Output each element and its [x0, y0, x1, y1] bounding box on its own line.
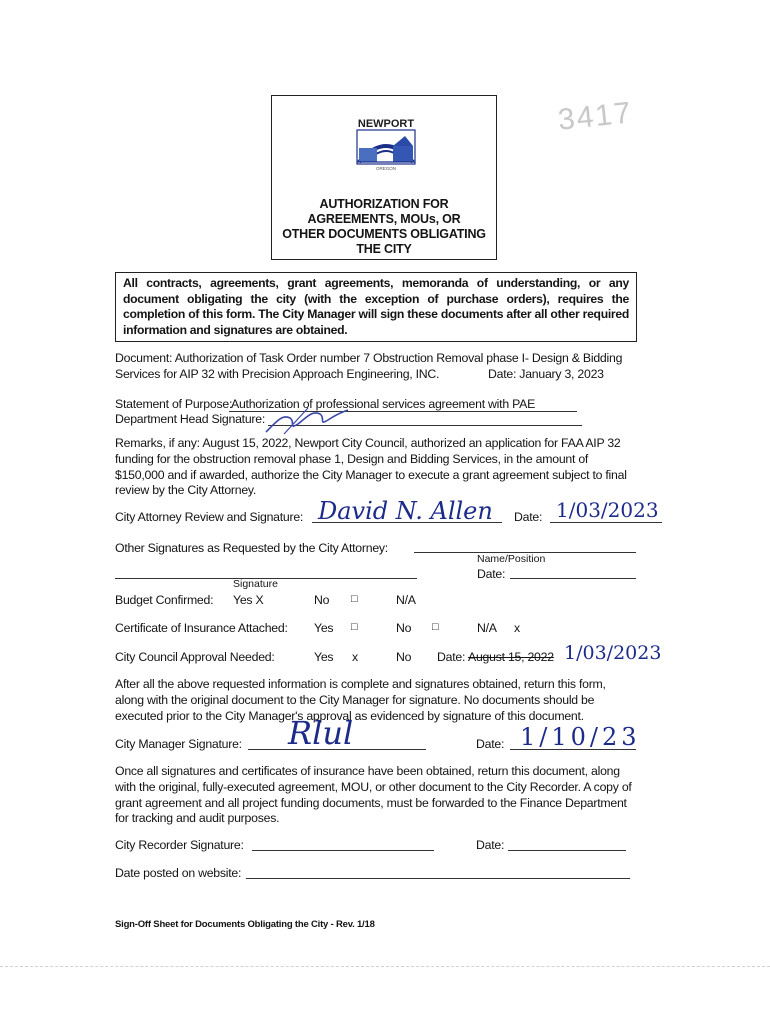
recorder-instructions: Once all signatures and certificates of insurance have been obtained, return this document, along with the original, fully-executed agreement, MOU, or other document to the City Recorder. A copy of grant agreement and all project funding documents, must be forwarded to the Finance Department for tracking and audit purposes. — [115, 764, 632, 826]
document-date: Date: January 3, 2023 — [488, 367, 604, 381]
other-date-line[interactable] — [510, 578, 636, 579]
return-instructions: After all the above requested information is complete and signatures obtained, return this form, along with the original document to the City Manager for signature. No documents should be executed prior to the City Manager's approval as evidenced by signature of this document. — [115, 677, 606, 723]
website-date-line[interactable] — [246, 878, 630, 879]
council-yes[interactable]: Yes — [314, 650, 334, 664]
other-date-label: Date: — [477, 567, 506, 581]
council-date-label: Date: — [437, 650, 466, 664]
insurance-yes[interactable]: Yes — [314, 621, 334, 635]
manager-date-label: Date: — [476, 737, 505, 751]
council-label: City Council Approval Needed: — [115, 650, 275, 664]
council-no[interactable]: No — [396, 650, 412, 664]
attorney-signature: David N. Allen — [318, 497, 493, 525]
insurance-label: Certificate of Insurance Attached: — [115, 621, 288, 635]
insurance-no-checkbox[interactable]: □ — [432, 621, 439, 633]
attorney-date-label: Date: — [514, 510, 543, 524]
purpose-value: Authorization of professional services agreement with PAE — [229, 397, 577, 412]
form-header — [271, 95, 497, 260]
svg-text:OREGON: OREGON — [375, 166, 397, 171]
insurance-yes-checkbox[interactable]: □ — [351, 621, 358, 633]
stamp-number: 3417 — [556, 96, 635, 137]
newport-logo — [347, 116, 425, 176]
notice-box: All contracts, agreements, grant agreements, memoranda of understanding, or any document obligating the city (with the exception of purchase orders), requires the completion of this form. The City Manager will sign these documents after all other required information and signatures are obtained. — [115, 272, 637, 342]
recorder-signature-line[interactable] — [252, 850, 434, 851]
recorder-label: City Recorder Signature: — [115, 838, 244, 852]
council-struck-date: August 15, 2022 — [468, 650, 554, 664]
council-yes-mark: x — [352, 650, 358, 664]
document-line-1: Document: Authorization of Task Order number 7 Obstruction Removal phase I- Design & Bidding — [115, 351, 623, 365]
svg-text:NEWPORT: NEWPORT — [357, 118, 415, 130]
attorney-label: City Attorney Review and Signature: — [115, 510, 304, 524]
recorder-date-line[interactable] — [508, 850, 626, 851]
budget-na[interactable]: N/A — [396, 593, 416, 607]
dept-head-signature — [262, 404, 352, 438]
form-footer: Sign-Off Sheet for Documents Obligating the City - Rev. 1/18 — [115, 919, 375, 930]
document-line-2: Services for AIP 32 with Precision Approach Engineering, INC. — [115, 367, 440, 381]
scan-artifact-line — [0, 966, 770, 967]
insurance-na-mark: x — [514, 621, 520, 635]
insurance-no[interactable]: No — [396, 621, 412, 635]
manager-date: 1/10/23 — [520, 723, 641, 751]
attorney-date: 1/03/2023 — [556, 498, 659, 522]
recorder-date-label: Date: — [476, 838, 505, 852]
budget-no[interactable]: No — [314, 593, 330, 607]
insurance-na[interactable]: N/A — [477, 621, 497, 635]
form-title: AUTHORIZATION FOR AGREEMENTS, MOUs, OR OTHER DOCUMENTS OBLIGATING THE CITY — [282, 197, 486, 256]
purpose-label: Statement of Purpose: — [115, 397, 233, 411]
dept-head-label: Department Head Signature: — [115, 412, 266, 426]
other-signatures-label: Other Signatures as Requested by the City Attorney: — [115, 541, 388, 555]
website-label: Date posted on website: — [115, 866, 242, 880]
attorney-date-line[interactable] — [550, 522, 662, 523]
signature-caption: Signature — [233, 578, 278, 590]
budget-label: Budget Confirmed: — [115, 593, 214, 607]
budget-yes[interactable]: Yes X — [233, 593, 264, 607]
name-position-caption: Name/Position — [477, 553, 546, 565]
council-date: 1/03/2023 — [564, 642, 662, 664]
remarks: Remarks, if any: August 15, 2022, Newport City Council, authorized an application for FAA AIP 32 funding for the obstruction removal phase 1, Design and Bidding Services, in the amount of $150,000 and if awarded, authorize the City Manager to execute a grant agreement subject to final review by the City Attorney. — [115, 436, 627, 498]
manager-signature: Rlul — [288, 714, 354, 752]
manager-label: City Manager Signature: — [115, 737, 242, 751]
budget-no-checkbox[interactable]: □ — [351, 593, 358, 605]
